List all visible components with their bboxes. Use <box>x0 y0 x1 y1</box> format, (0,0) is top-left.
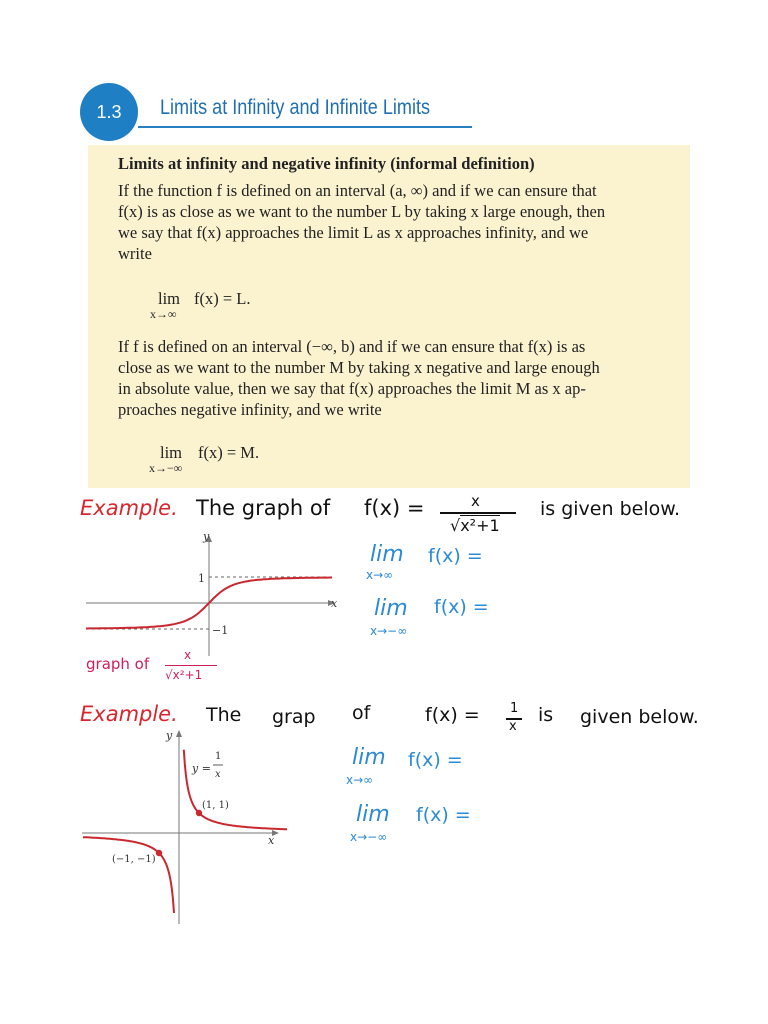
example2-text1: The <box>206 704 242 726</box>
example2-text2: grap <box>272 706 316 728</box>
caption-sqrt: √ <box>165 668 173 682</box>
ex2-lim2-sub: x→−∞ <box>350 830 388 844</box>
definition-para1-line4: write <box>118 244 152 263</box>
ex2-lim1-expr: f(x) = <box>408 749 463 771</box>
sqrt-symbol: √ <box>450 516 461 535</box>
ex1-lim1-sub: x→∞ <box>366 568 394 582</box>
definition-para1-line3: we say that f(x) approaches the limit L as x approaches infinity, and we <box>118 223 589 242</box>
graph1-one-label: 1 <box>198 572 205 585</box>
example1-label: Example. <box>80 496 178 520</box>
graph2-eq-label: y = <box>192 762 211 775</box>
example1-caption-bar <box>165 665 217 666</box>
section-title: Limits at Infinity and Infinite Limits <box>160 96 431 119</box>
definition-heading: Limits at infinity and negative infinity (informal definition) <box>118 154 535 173</box>
graph2-point-neg1-neg1 <box>156 850 162 856</box>
formula2-lim: lim <box>160 443 183 462</box>
ex2-lim1-word: lim <box>352 745 386 770</box>
example2-suffix1: is <box>538 704 554 726</box>
example2-label: Example. <box>80 702 178 726</box>
ex1-lim2-word: lim <box>374 596 408 621</box>
formula2-sub: x→−∞ <box>149 461 183 475</box>
example1-denominator-text: x²+1 <box>460 516 500 535</box>
example2-text3: of <box>352 702 371 724</box>
example2-fx: f(x) = <box>425 704 480 726</box>
ex2-lim1-sub: x→∞ <box>346 773 374 787</box>
ex1-lim1-expr: f(x) = <box>428 545 483 567</box>
example1-denominator <box>450 516 500 535</box>
ex1-lim2-sub: x→−∞ <box>370 624 408 638</box>
ex2-lim2-word: lim <box>356 802 390 827</box>
graph1-neg-one-label: −1 <box>212 624 229 637</box>
graph2-point2-label: (−1, −1) <box>112 854 156 865</box>
graph2-curve-left <box>83 837 174 913</box>
formula1-expr: f(x) = L. <box>194 289 251 308</box>
example2-numerator: 1 <box>510 701 519 716</box>
example1-caption-num: x <box>184 648 192 662</box>
ex2-lim2-expr: f(x) = <box>416 804 471 826</box>
section-title-rule <box>138 126 472 128</box>
example1-caption-den-text: x²+1 <box>172 668 203 682</box>
example2-denominator: x <box>509 719 517 734</box>
definition-para1-line1: If the function f is defined on an interval (a, ∞) and if we can ensure that <box>118 181 597 200</box>
section-number-badge: 1.3 <box>80 83 138 141</box>
example1-text: The graph of <box>196 496 331 520</box>
example1-suffix: is given below. <box>540 498 681 520</box>
example1-fx: f(x) = <box>364 496 425 520</box>
example1-caption-text: graph of <box>86 655 150 673</box>
graph2-y-arrow <box>176 730 182 737</box>
formula1-sub: x→∞ <box>150 307 177 321</box>
graph2-x-label: x <box>268 834 275 847</box>
graph2-eq-num: 1 <box>215 751 222 762</box>
definition-para2-line2: close as we want to the number M by taking x negative and large enough <box>118 358 600 377</box>
ex1-lim1-word: lim <box>370 542 404 567</box>
example1-numerator: x <box>471 492 480 510</box>
example2-suffix2: given below. <box>580 706 699 728</box>
graph2-point1-label: (1, 1) <box>202 800 229 811</box>
example1-graph <box>84 528 344 660</box>
formula1-lim: lim <box>158 289 181 308</box>
definition-para2-line3: in absolute value, then we say that f(x) approaches the limit M as x ap- <box>118 379 586 398</box>
example1-fraction-bar <box>440 512 516 514</box>
graph1-x-label: x <box>331 597 338 610</box>
graph2-y-label: y <box>166 729 173 742</box>
definition-para2-line4: proaches negative infinity, and we write <box>118 400 382 419</box>
definition-para2-line1: If f is defined on an interval (−∞, b) and if we can ensure that f(x) is as <box>118 337 586 356</box>
definition-para1-line2: f(x) is as close as we want to the number L by taking x large enough, then <box>118 202 606 221</box>
formula2-expr: f(x) = M. <box>198 443 260 462</box>
ex1-lim2-expr: f(x) = <box>434 596 489 618</box>
example1-caption-den <box>165 668 202 682</box>
graph1-y-label: y <box>203 530 210 543</box>
example2-graph <box>82 727 287 927</box>
graph2-eq-den: x <box>215 769 221 780</box>
